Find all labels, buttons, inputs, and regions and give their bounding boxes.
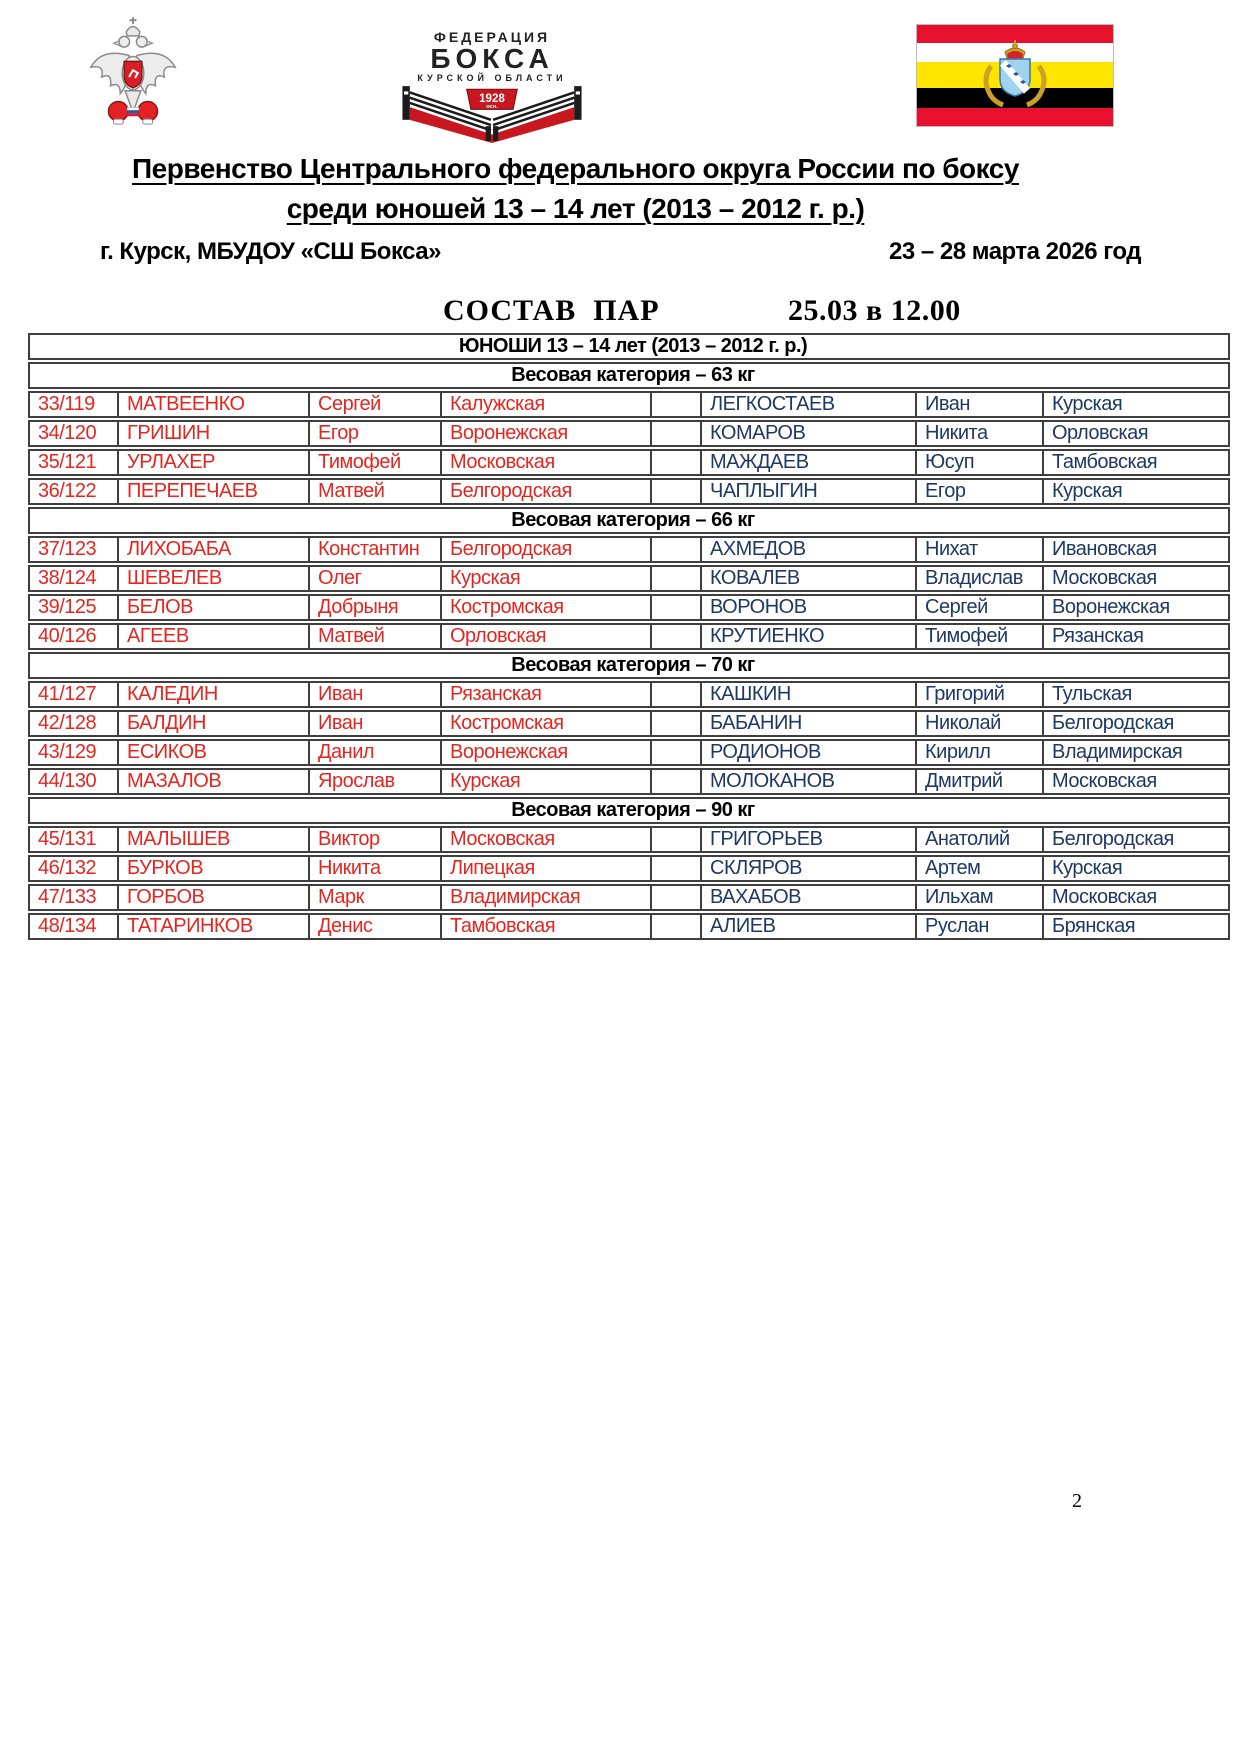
red-corner-surname-cell: ЕСИКОВ bbox=[117, 739, 308, 766]
blue-corner-firstname-cell: Юсуп bbox=[915, 449, 1042, 476]
pair-number-cell: 40/126 bbox=[28, 623, 117, 650]
pair-row bbox=[28, 710, 1230, 737]
blue-corner-region-cell: Тамбовская bbox=[1042, 449, 1230, 476]
tournament-title bbox=[40, 152, 1111, 225]
pair-number-cell: 38/124 bbox=[28, 565, 117, 592]
pair-row bbox=[28, 623, 1230, 650]
red-corner-firstname-cell: Денис bbox=[308, 913, 440, 940]
red-corner-surname-cell: ГРИШИН bbox=[117, 420, 308, 447]
separator-cell bbox=[650, 420, 700, 447]
red-corner-region-cell: Тамбовская bbox=[440, 913, 650, 940]
separator-cell bbox=[650, 449, 700, 476]
pair-number-cell: 48/134 bbox=[28, 913, 117, 940]
separator-cell bbox=[650, 913, 700, 940]
pair-row bbox=[28, 913, 1230, 940]
blue-corner-surname-cell: КОВАЛЕВ bbox=[700, 565, 915, 592]
pair-row bbox=[28, 594, 1230, 621]
weight-category-row bbox=[28, 507, 1230, 534]
red-corner-firstname-cell: Олег bbox=[308, 565, 440, 592]
red-corner-firstname-cell: Тимофей bbox=[308, 449, 440, 476]
pair-number-cell: 46/132 bbox=[28, 855, 117, 882]
pair-number-cell: 37/123 bbox=[28, 536, 117, 563]
pair-row bbox=[28, 739, 1230, 766]
blue-corner-region-cell: Белгородская bbox=[1042, 710, 1230, 737]
pair-number-cell: 34/120 bbox=[28, 420, 117, 447]
blue-corner-firstname-cell: Никита bbox=[915, 420, 1042, 447]
blue-corner-surname-cell: АХМЕДОВ bbox=[700, 536, 915, 563]
pairs-table-body bbox=[28, 333, 1230, 940]
pairs-heading bbox=[0, 294, 1241, 332]
red-corner-surname-cell: ШЕВЕЛЕВ bbox=[117, 565, 308, 592]
separator-cell bbox=[650, 739, 700, 766]
separator-cell bbox=[650, 826, 700, 853]
boxing-federation-russia-eagle-icon bbox=[84, 16, 182, 147]
red-corner-surname-cell: МАЛЫШЕВ bbox=[117, 826, 308, 853]
pair-number-cell: 42/128 bbox=[28, 710, 117, 737]
red-corner-firstname-cell: Константин bbox=[308, 536, 440, 563]
pair-number-cell: 33/119 bbox=[28, 391, 117, 418]
blue-corner-surname-cell: КОМАРОВ bbox=[700, 420, 915, 447]
red-corner-region-cell: Курская bbox=[440, 565, 650, 592]
blue-corner-firstname-cell: Артем bbox=[915, 855, 1042, 882]
separator-cell bbox=[650, 884, 700, 911]
separator-cell bbox=[650, 623, 700, 650]
blue-corner-region-cell: Московская bbox=[1042, 565, 1230, 592]
red-corner-surname-cell: БЕЛОВ bbox=[117, 594, 308, 621]
red-corner-region-cell: Московская bbox=[440, 449, 650, 476]
svg-text:осн.: осн. bbox=[486, 104, 498, 111]
red-corner-region-cell: Воронежская bbox=[440, 739, 650, 766]
pair-row bbox=[28, 449, 1230, 476]
separator-cell bbox=[650, 536, 700, 563]
red-corner-firstname-cell: Иван bbox=[308, 681, 440, 708]
pair-number-cell: 35/121 bbox=[28, 449, 117, 476]
pair-row bbox=[28, 420, 1230, 447]
blue-corner-region-cell: Рязанская bbox=[1042, 623, 1230, 650]
red-corner-surname-cell: МАЗАЛОВ bbox=[117, 768, 308, 795]
separator-cell bbox=[650, 391, 700, 418]
blue-corner-surname-cell: БАБАНИН bbox=[700, 710, 915, 737]
blue-corner-firstname-cell: Нихат bbox=[915, 536, 1042, 563]
kursk-boxing-federation-logo bbox=[402, 30, 582, 148]
age-group-header-cell: ЮНОШИ 13 – 14 лет (2013 – 2012 г. р.) bbox=[28, 333, 1230, 360]
federation-logo-boxing-word: БОКСА bbox=[430, 43, 554, 74]
red-corner-region-cell: Рязанская bbox=[440, 681, 650, 708]
pair-number-cell: 44/130 bbox=[28, 768, 117, 795]
blue-corner-surname-cell: РОДИОНОВ bbox=[700, 739, 915, 766]
red-corner-region-cell: Липецкая bbox=[440, 855, 650, 882]
blue-corner-surname-cell: ЛЕГКОСТАЕВ bbox=[700, 391, 915, 418]
pair-row bbox=[28, 884, 1230, 911]
blue-corner-firstname-cell: Николай bbox=[915, 710, 1042, 737]
pair-number-cell: 36/122 bbox=[28, 478, 117, 505]
red-corner-region-cell: Владимирская bbox=[440, 884, 650, 911]
red-corner-firstname-cell: Матвей bbox=[308, 623, 440, 650]
blue-corner-region-cell: Орловская bbox=[1042, 420, 1230, 447]
separator-cell bbox=[650, 855, 700, 882]
red-corner-surname-cell: МАТВЕЕНКО bbox=[117, 391, 308, 418]
pair-number-cell: 41/127 bbox=[28, 681, 117, 708]
blue-corner-firstname-cell: Иван bbox=[915, 391, 1042, 418]
blue-corner-surname-cell: МАЖДАЕВ bbox=[700, 449, 915, 476]
pair-row bbox=[28, 855, 1230, 882]
pair-number-cell: 43/129 bbox=[28, 739, 117, 766]
blue-corner-region-cell: Белгородская bbox=[1042, 826, 1230, 853]
weight-category-cell: Весовая категория – 63 кг bbox=[28, 362, 1230, 389]
pair-row bbox=[28, 681, 1230, 708]
blue-corner-firstname-cell: Владислав bbox=[915, 565, 1042, 592]
blue-corner-firstname-cell: Сергей bbox=[915, 594, 1042, 621]
tournament-title-line2: среди юношей 13 – 14 лет (2013 – 2012 г. р.) bbox=[286, 193, 865, 224]
red-corner-region-cell: Костромская bbox=[440, 594, 650, 621]
red-corner-region-cell: Белгородская bbox=[440, 536, 650, 563]
blue-corner-surname-cell: ВОРОНОВ bbox=[700, 594, 915, 621]
red-corner-surname-cell: БУРКОВ bbox=[117, 855, 308, 882]
pairs-list-title: СОСТАВ ПАР bbox=[443, 294, 660, 327]
red-corner-firstname-cell: Никита bbox=[308, 855, 440, 882]
blue-corner-region-cell: Воронежская bbox=[1042, 594, 1230, 621]
red-corner-firstname-cell: Ярослав bbox=[308, 768, 440, 795]
dates-text: 23 – 28 марта 2026 год bbox=[889, 238, 1141, 265]
red-corner-surname-cell: КАЛЕДИН bbox=[117, 681, 308, 708]
red-corner-region-cell: Калужская bbox=[440, 391, 650, 418]
pair-row bbox=[28, 826, 1230, 853]
pairs-table bbox=[28, 331, 1230, 942]
blue-corner-surname-cell: ГРИГОРЬЕВ bbox=[700, 826, 915, 853]
pairs-datetime: 25.03 в 12.00 bbox=[788, 294, 961, 327]
blue-corner-firstname-cell: Руслан bbox=[915, 913, 1042, 940]
red-corner-region-cell: Воронежская bbox=[440, 420, 650, 447]
blue-corner-surname-cell: ВАХАБОВ bbox=[700, 884, 915, 911]
blue-corner-firstname-cell: Дмитрий bbox=[915, 768, 1042, 795]
separator-cell bbox=[650, 681, 700, 708]
red-corner-surname-cell: АГЕЕВ bbox=[117, 623, 308, 650]
red-corner-firstname-cell: Матвей bbox=[308, 478, 440, 505]
blue-corner-firstname-cell: Григорий bbox=[915, 681, 1042, 708]
red-corner-firstname-cell: Добрыня bbox=[308, 594, 440, 621]
red-corner-surname-cell: ГОРБОВ bbox=[117, 884, 308, 911]
red-corner-region-cell: Костромская bbox=[440, 710, 650, 737]
venue-text: г. Курск, МБУДОУ «СШ Бокса» bbox=[100, 238, 441, 265]
pair-number-cell: 45/131 bbox=[28, 826, 117, 853]
pair-number-cell: 47/133 bbox=[28, 884, 117, 911]
pair-row bbox=[28, 768, 1230, 795]
red-corner-firstname-cell: Марк bbox=[308, 884, 440, 911]
weight-category-row bbox=[28, 362, 1230, 389]
blue-corner-region-cell: Курская bbox=[1042, 391, 1230, 418]
red-corner-region-cell: Орловская bbox=[440, 623, 650, 650]
federation-logo-word: ФЕДЕРАЦИЯ bbox=[433, 29, 551, 45]
blue-corner-surname-cell: СКЛЯРОВ bbox=[700, 855, 915, 882]
pair-number-cell: 39/125 bbox=[28, 594, 117, 621]
red-corner-region-cell: Курская bbox=[440, 768, 650, 795]
blue-corner-region-cell: Брянская bbox=[1042, 913, 1230, 940]
red-corner-firstname-cell: Данил bbox=[308, 739, 440, 766]
red-corner-surname-cell: ЛИХОБАБА bbox=[117, 536, 308, 563]
blue-corner-surname-cell: МОЛОКАНОВ bbox=[700, 768, 915, 795]
red-corner-surname-cell: БАЛДИН bbox=[117, 710, 308, 737]
red-corner-firstname-cell: Егор bbox=[308, 420, 440, 447]
red-corner-region-cell: Московская bbox=[440, 826, 650, 853]
blue-corner-surname-cell: КРУТИЕНКО bbox=[700, 623, 915, 650]
red-corner-firstname-cell: Виктор bbox=[308, 826, 440, 853]
blue-corner-firstname-cell: Тимофей bbox=[915, 623, 1042, 650]
red-corner-surname-cell: УРЛАХЕР bbox=[117, 449, 308, 476]
red-corner-region-cell: Белгородская bbox=[440, 478, 650, 505]
blue-corner-region-cell: Курская bbox=[1042, 478, 1230, 505]
blue-corner-region-cell: Московская bbox=[1042, 768, 1230, 795]
pair-row bbox=[28, 391, 1230, 418]
separator-cell bbox=[650, 478, 700, 505]
blue-corner-firstname-cell: Ильхам bbox=[915, 884, 1042, 911]
svg-text:1928: 1928 bbox=[479, 92, 505, 105]
weight-category-cell: Весовая категория – 90 кг bbox=[28, 797, 1230, 824]
weight-category-cell: Весовая категория – 66 кг bbox=[28, 507, 1230, 534]
age-group-header-row bbox=[28, 333, 1230, 360]
separator-cell bbox=[650, 710, 700, 737]
weight-category-row bbox=[28, 652, 1230, 679]
venue-and-dates-row bbox=[100, 238, 1141, 266]
blue-corner-firstname-cell: Кирилл bbox=[915, 739, 1042, 766]
red-corner-surname-cell: ПЕРЕПЕЧАЕВ bbox=[117, 478, 308, 505]
blue-corner-firstname-cell: Анатолий bbox=[915, 826, 1042, 853]
blue-corner-region-cell: Курская bbox=[1042, 855, 1230, 882]
separator-cell bbox=[650, 594, 700, 621]
boxing-ring-icon bbox=[402, 84, 582, 143]
blue-corner-surname-cell: ЧАПЛЫГИН bbox=[700, 478, 915, 505]
pair-row bbox=[28, 478, 1230, 505]
weight-category-row bbox=[28, 797, 1230, 824]
pair-row bbox=[28, 565, 1230, 592]
red-corner-surname-cell: ТАТАРИНКОВ bbox=[117, 913, 308, 940]
page-number: 2 bbox=[1072, 1490, 1082, 1512]
weight-category-cell: Весовая категория – 70 кг bbox=[28, 652, 1230, 679]
blue-corner-region-cell: Владимирская bbox=[1042, 739, 1230, 766]
blue-corner-region-cell: Московская bbox=[1042, 884, 1230, 911]
tournament-title-line1: Первенство Центрального федерального округа России по боксу bbox=[132, 153, 1019, 184]
blue-corner-region-cell: Тульская bbox=[1042, 681, 1230, 708]
blue-corner-surname-cell: КАШКИН bbox=[700, 681, 915, 708]
blue-corner-region-cell: Ивановская bbox=[1042, 536, 1230, 563]
red-corner-firstname-cell: Сергей bbox=[308, 391, 440, 418]
separator-cell bbox=[650, 768, 700, 795]
blue-corner-firstname-cell: Егор bbox=[915, 478, 1042, 505]
pair-row bbox=[28, 536, 1230, 563]
red-corner-firstname-cell: Иван bbox=[308, 710, 440, 737]
federation-logo-region-word: КУРСКОЙ ОБЛАСТИ bbox=[417, 73, 567, 83]
blue-corner-surname-cell: АЛИЕВ bbox=[700, 913, 915, 940]
separator-cell bbox=[650, 565, 700, 592]
kursk-region-flag-icon bbox=[916, 24, 1114, 132]
